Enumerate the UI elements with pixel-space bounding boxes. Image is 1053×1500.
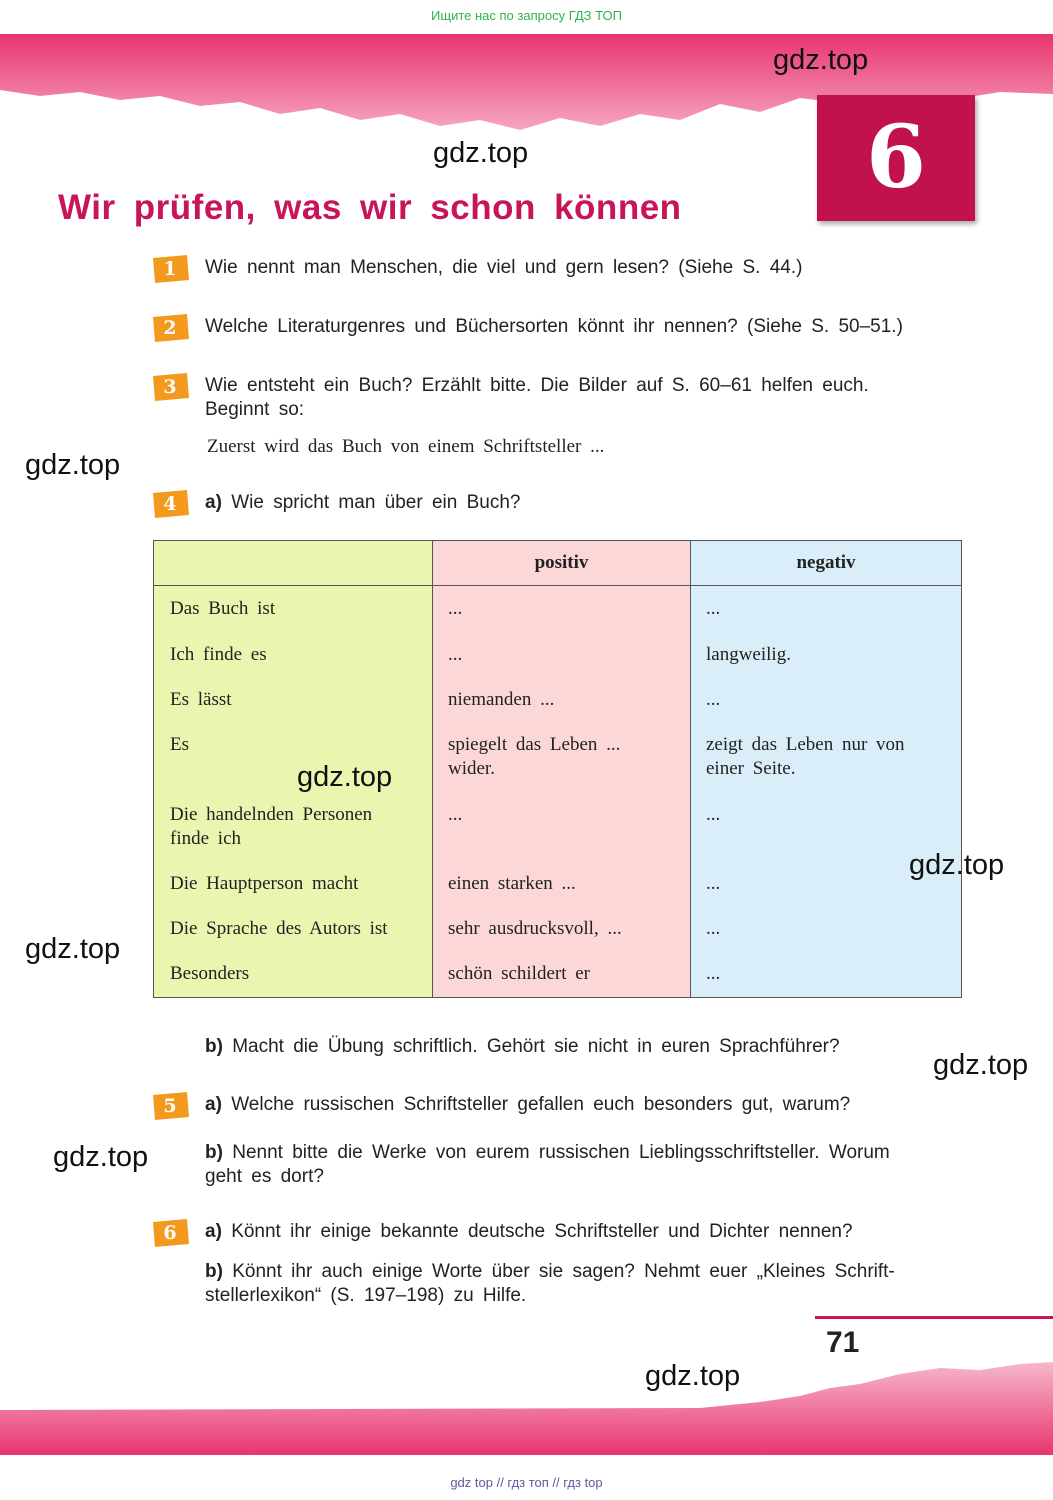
table-header-empty bbox=[154, 541, 433, 586]
table-cell: Es lässt bbox=[170, 689, 232, 710]
page-number: 71 bbox=[826, 1326, 860, 1359]
table-cell: niemanden ... bbox=[448, 689, 555, 710]
bottom-decorative-band bbox=[0, 1360, 1053, 1455]
chapter-title: Wir prüfen, was wir schon können bbox=[58, 188, 682, 227]
table-cell: ... bbox=[448, 598, 463, 619]
table-cell: ... bbox=[706, 873, 721, 894]
task-4a: a) Wie spricht man über ein Buch? bbox=[205, 492, 521, 513]
table-cell: Die Hauptperson macht bbox=[170, 873, 359, 894]
task-6b-line-1: b) Könnt ihr auch einige Worte über sie sagen? Nehmt euer „Kleines Schrift- bbox=[205, 1261, 895, 1282]
task-3-line-2: Beginnt so: bbox=[205, 399, 305, 420]
task-number-badge: 4 bbox=[150, 489, 190, 519]
table-cell: spiegelt das Leben ... bbox=[448, 734, 621, 755]
watermark: gdz.top bbox=[773, 44, 869, 76]
table-cell: ... bbox=[448, 804, 463, 825]
table-cell: ... bbox=[448, 644, 463, 665]
task-3-example: Zuerst wird das Buch von einem Schriftsteller ... bbox=[207, 436, 605, 457]
table-cell: sehr ausdrucksvoll, ... bbox=[448, 918, 622, 939]
table-header-positiv: positiv bbox=[433, 541, 691, 586]
table-cell: langweilig. bbox=[706, 644, 791, 665]
watermark: gdz.top bbox=[25, 933, 121, 965]
table-body-row bbox=[154, 586, 962, 998]
watermark: gdz.top bbox=[25, 449, 121, 481]
table-cell: einer Seite. bbox=[706, 758, 796, 779]
chapter-number: 6 bbox=[866, 107, 926, 208]
page-number-rule bbox=[815, 1316, 1053, 1319]
task-number-badge: 1 bbox=[150, 254, 190, 284]
task-2-text: Welche Literaturgenres und Büchersorten könnt ihr nennen? (Siehe S. 50–51.) bbox=[205, 316, 903, 337]
table-header-row bbox=[154, 541, 962, 586]
table-col-negativ bbox=[691, 586, 962, 998]
table-cell: finde ich bbox=[170, 828, 242, 849]
table-cell: Besonders bbox=[170, 963, 250, 984]
table-cell: ... bbox=[706, 598, 721, 619]
task-number-badge: 2 bbox=[150, 313, 190, 343]
task-6b-line-2: stellerlexikon“ (S. 197–198) zu Hilfe. bbox=[205, 1285, 527, 1306]
watermark: gdz.top bbox=[645, 1360, 741, 1392]
task-number-badge: 5 bbox=[150, 1091, 190, 1121]
table-cell: ... bbox=[706, 689, 721, 710]
task-6a: a) Könnt ihr einige bekannte deutsche Schriftsteller und Dichter nennen? bbox=[205, 1221, 853, 1242]
watermark: gdz.top bbox=[433, 137, 529, 169]
task-5b-line-1: b) Nennt bitte die Werke von eurem russischen Lieblingsschriftsteller. Worum bbox=[205, 1142, 890, 1163]
table-cell: Es bbox=[170, 734, 189, 755]
task-number-badge: 3 bbox=[150, 372, 190, 402]
table-header-negativ: negativ bbox=[691, 541, 962, 586]
watermark: gdz.top bbox=[909, 849, 1005, 881]
table-cell: einen starken ... bbox=[448, 873, 576, 894]
table-cell: zeigt das Leben nur von bbox=[706, 734, 905, 755]
table-cell: ... bbox=[706, 963, 721, 984]
task-1-text: Wie nennt man Menschen, die viel und gern lesen? (Siehe S. 44.) bbox=[205, 257, 803, 278]
table-col-positiv bbox=[433, 586, 691, 998]
table-cell: Ich finde es bbox=[170, 644, 267, 665]
table-cell: wider. bbox=[448, 758, 495, 779]
table-cell: schön schildert er bbox=[448, 963, 591, 984]
task-5b-line-2: geht es dort? bbox=[205, 1166, 324, 1187]
watermark: gdz.top bbox=[297, 761, 393, 793]
task-number-badge: 6 bbox=[150, 1218, 190, 1248]
task-5a: a) Welche russischen Schriftsteller gefallen euch besonders gut, warum? bbox=[205, 1094, 851, 1115]
table-cell: ... bbox=[706, 918, 721, 939]
watermark: gdz.top bbox=[933, 1049, 1029, 1081]
table-cell: Die handelnden Personen bbox=[170, 804, 373, 825]
task-3-line-1: Wie entsteht ein Buch? Erzählt bitte. Die Bilder auf S. 60–61 helfen euch. bbox=[205, 375, 869, 396]
phrase-table bbox=[153, 540, 962, 998]
task-4b: b) Macht die Übung schriftlich. Gehört sie nicht in euren Sprachführer? bbox=[205, 1036, 840, 1057]
top-search-note[interactable]: Ищите нас по запросу ГДЗ ТОП bbox=[431, 8, 622, 23]
watermark: gdz.top bbox=[53, 1141, 149, 1173]
bottom-links[interactable]: gdz top // гдз топ // гдз top bbox=[450, 1475, 603, 1490]
table-cell: Das Buch ist bbox=[170, 598, 276, 619]
chapter-number-box bbox=[817, 95, 975, 221]
table-cell: Die Sprache des Autors ist bbox=[170, 918, 388, 939]
table-cell: ... bbox=[706, 804, 721, 825]
